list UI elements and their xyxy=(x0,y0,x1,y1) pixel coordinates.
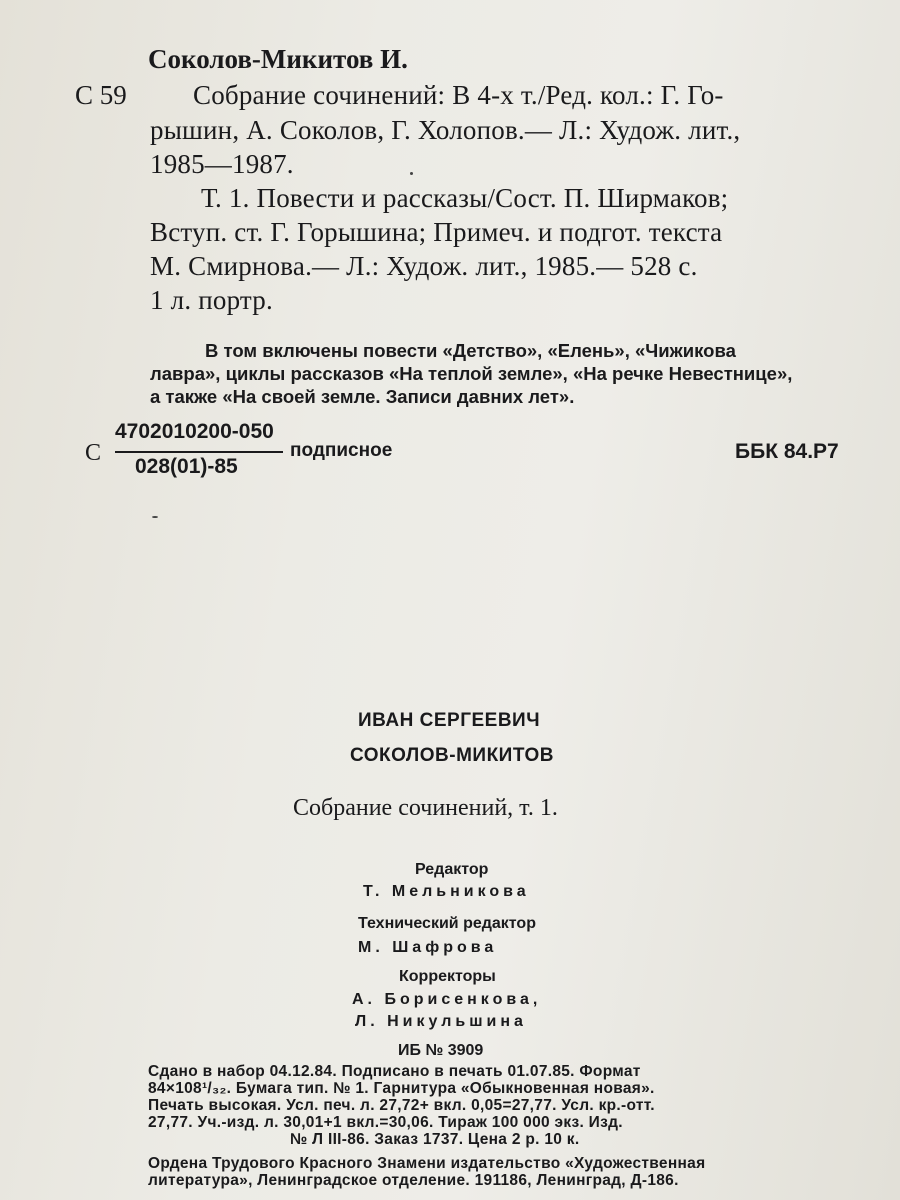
bbk-code: ББК 84.Р7 xyxy=(735,440,839,463)
biblio-line: М. Смирнова.— Л.: Худож. лит., 1985.— 528 с. xyxy=(150,251,698,281)
colophon-first-name: ИВАН СЕРГЕЕВИЧ xyxy=(358,710,541,731)
credit-role-proofreaders: Корректоры xyxy=(399,968,496,985)
imprint-line: 27,77. Уч.-изд. л. 30,01+1 вкл.=30,06. Тираж 100 000 экз. Изд. xyxy=(148,1114,623,1131)
credit-name: А. Борисенкова, xyxy=(352,991,542,1008)
colophon-title: Собрание сочинений, т. 1. xyxy=(293,795,558,821)
annotation-line: а также «На своей земле. Записи давних лет». xyxy=(150,386,575,407)
credit-name: Л. Никульшина xyxy=(355,1013,527,1030)
catalog-author: Соколов-Микитов И. xyxy=(148,44,408,74)
ib-number: ИБ № 3909 xyxy=(398,1042,484,1059)
biblio-line: рышин, А. Соколов, Г. Холопов.— Л.: Худож. лит., xyxy=(150,115,741,145)
credit-role-tech-editor: Технический редактор xyxy=(358,915,536,932)
credit-name: Т. Мельникова xyxy=(363,883,530,900)
biblio-line: 1985—1987. xyxy=(150,149,294,179)
annotation-line: В том включены повести «Детство», «Елень», «Чижикова xyxy=(205,340,736,361)
biblio-line: Вступ. ст. Г. Горышина; Примеч. и подгот. текста xyxy=(150,217,723,247)
credit-role-editor: Редактор xyxy=(415,861,489,878)
catalog-code: С 59 xyxy=(75,80,127,110)
biblio-line: Собрание сочинений: В 4-х т./Ред. кол.: Г. Го- xyxy=(193,80,724,110)
imprint-line: Сдано в набор 04.12.84. Подписано в печать 01.07.85. Формат xyxy=(148,1063,641,1080)
fraction-bar xyxy=(115,451,283,453)
colophon-last-name: СОКОЛОВ-МИКИТОВ xyxy=(350,745,554,766)
classification-numerator: 4702010200-050 xyxy=(115,420,274,443)
biblio-line: 1 л. портр. xyxy=(150,285,273,315)
classification-letter: С xyxy=(85,440,102,466)
imprint-line: № Л III-86. Заказ 1737. Цена 2 р. 10 к. xyxy=(290,1131,580,1148)
imprint-line: Ордена Трудового Красного Знамени издательство «Художественная xyxy=(148,1155,706,1172)
imprint-line: литература», Ленинградское отделение. 191186, Ленинград, Д-186. xyxy=(148,1172,679,1189)
classification-denominator: 028(01)-85 xyxy=(135,455,238,478)
print-speck xyxy=(152,516,158,518)
annotation-line: лавра», циклы рассказов «На теплой земле», «На речке Невестнице», xyxy=(150,363,793,384)
imprint-line: Печать высокая. Усл. печ. л. 27,72+ вкл. 0,05=27,77. Усл. кр.-отт. xyxy=(148,1097,655,1114)
print-speck xyxy=(410,172,413,175)
credit-name: М. Шафрова xyxy=(358,939,498,956)
biblio-line: Т. 1. Повести и рассказы/Сост. П. Ширмаков; xyxy=(201,183,729,213)
imprint-line: 84×108¹/₃₂. Бумага тип. № 1. Гарнитура «Обыкновенная новая». xyxy=(148,1080,655,1097)
subscription-label: подписное xyxy=(290,440,393,461)
